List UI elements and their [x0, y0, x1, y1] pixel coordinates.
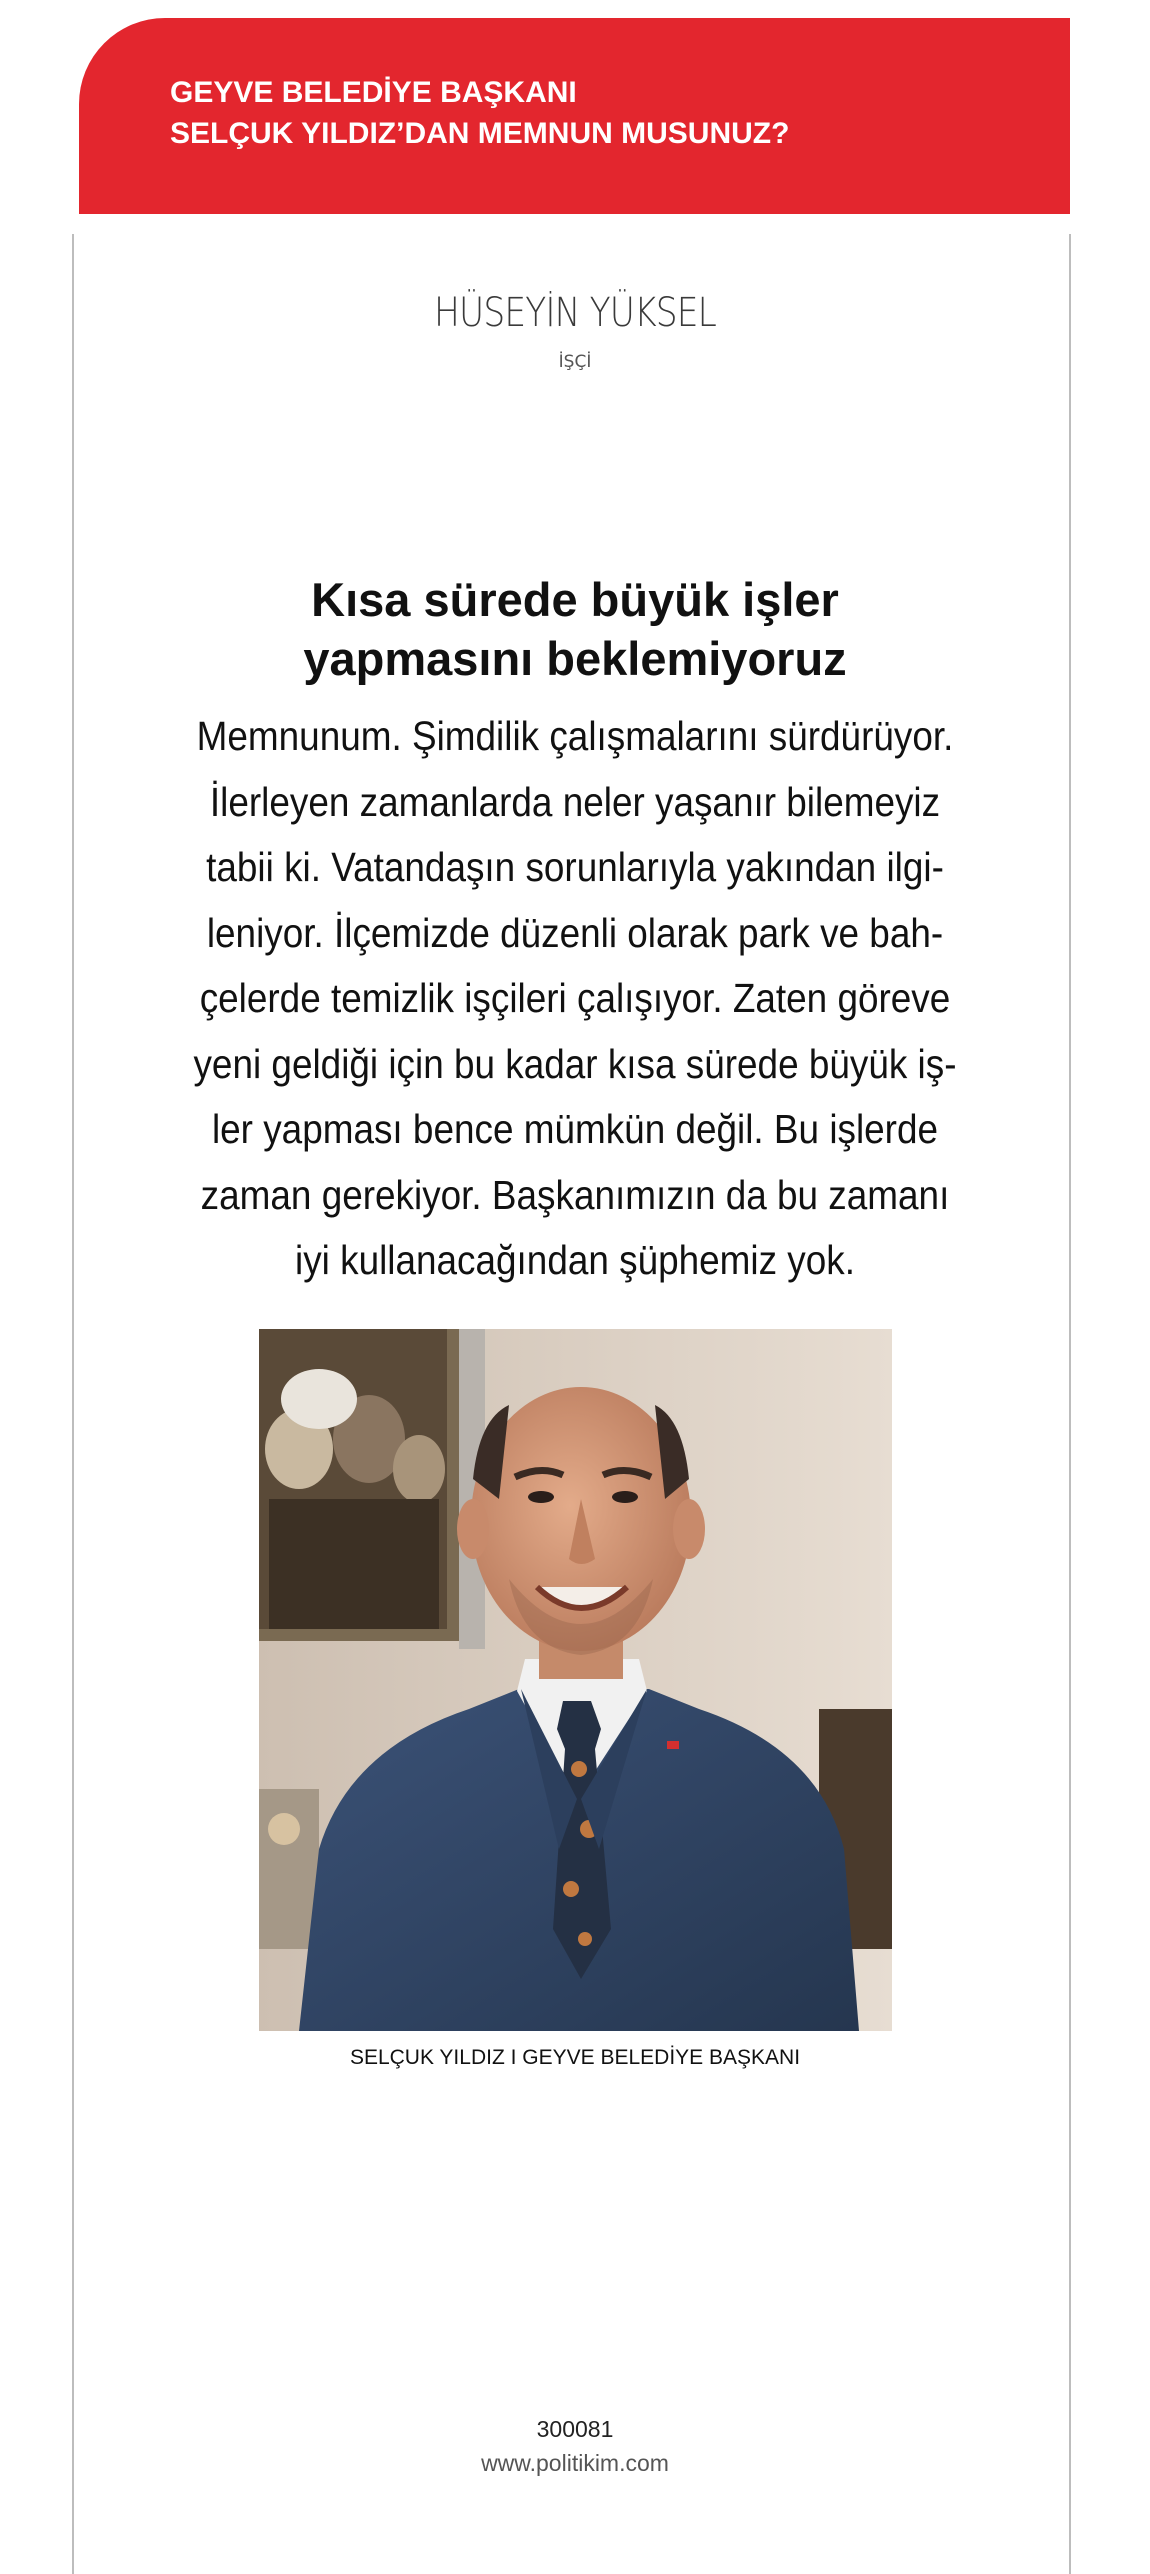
body-line: tabii ki. Vatandaşın sorunlarıyla yakından ilgi-	[206, 844, 944, 890]
body-line: ler yapması bence mümkün değil. Bu işlerde	[211, 1106, 939, 1152]
body-line: zaman gerekiyor. Başkanımızın da bu zamanı	[200, 1171, 950, 1218]
footer-website: www.politikim.com	[481, 2450, 669, 2476]
body-line: Memnunum. Şimdilik çalışmalarını sürdürüyor.	[196, 713, 954, 759]
article-body	[100, 704, 1050, 1294]
headline-line: Kısa sürede büyük işler	[311, 573, 839, 626]
author-role: İŞÇİ	[558, 352, 592, 372]
body-line: iyi kullanacağından şüphemiz yok.	[295, 1237, 855, 1283]
body-line: yeni geldiği için bu kadar kısa sürede büyük iş-	[193, 1040, 957, 1087]
article-headline	[100, 570, 1050, 688]
header-title-line-2: SELÇUK YILDIZ’DAN MEMNUN MUSUNUZ?	[170, 117, 790, 150]
photo-caption: SELÇUK YILDIZ I GEYVE BELEDİYE BAŞKANI	[349, 2046, 801, 2069]
headline-line: yapmasını beklemiyoruz	[303, 632, 847, 685]
author-name: HÜSEYİN YÜKSEL	[434, 290, 716, 336]
header-title	[170, 72, 1030, 154]
header-title-line-1: GEYVE BELEDİYE BAŞKANI	[170, 76, 577, 109]
footer-code: 300081	[536, 2416, 614, 2442]
body-line: İlerleyen zamanlarda neler yaşanır bilemeyiz	[209, 778, 941, 825]
body-line: çelerde temizlik işçileri çalışıyor. Zaten göreve	[199, 975, 951, 1021]
body-line: leniyor. İlçemizde düzenli olarak park ve bah-	[206, 909, 944, 956]
mayor-portrait-photo	[259, 1329, 892, 2031]
